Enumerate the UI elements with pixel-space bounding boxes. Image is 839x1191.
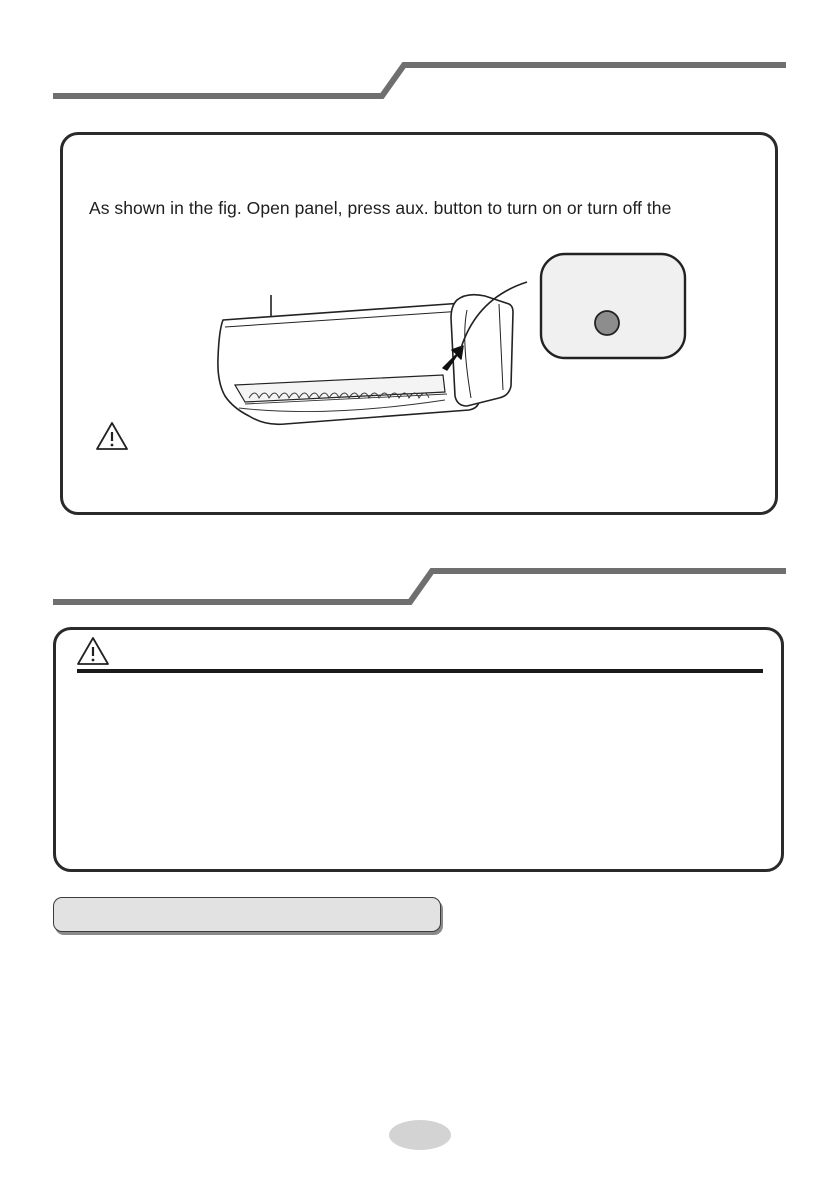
instruction-text: As shown in the fig. Open panel, press aux. button to turn on or turn off the	[89, 198, 672, 218]
page-number-badge	[389, 1120, 451, 1150]
caution-header-rule	[77, 669, 763, 673]
section-header-rule-top	[0, 0, 839, 110]
caution-box	[53, 627, 784, 872]
section-subheading-pill	[53, 897, 441, 932]
indoor-unit-illustration	[205, 248, 695, 433]
aux-button-icon	[595, 311, 619, 335]
caution-warning-icon	[76, 636, 110, 666]
warning-triangle-icon	[95, 421, 129, 451]
